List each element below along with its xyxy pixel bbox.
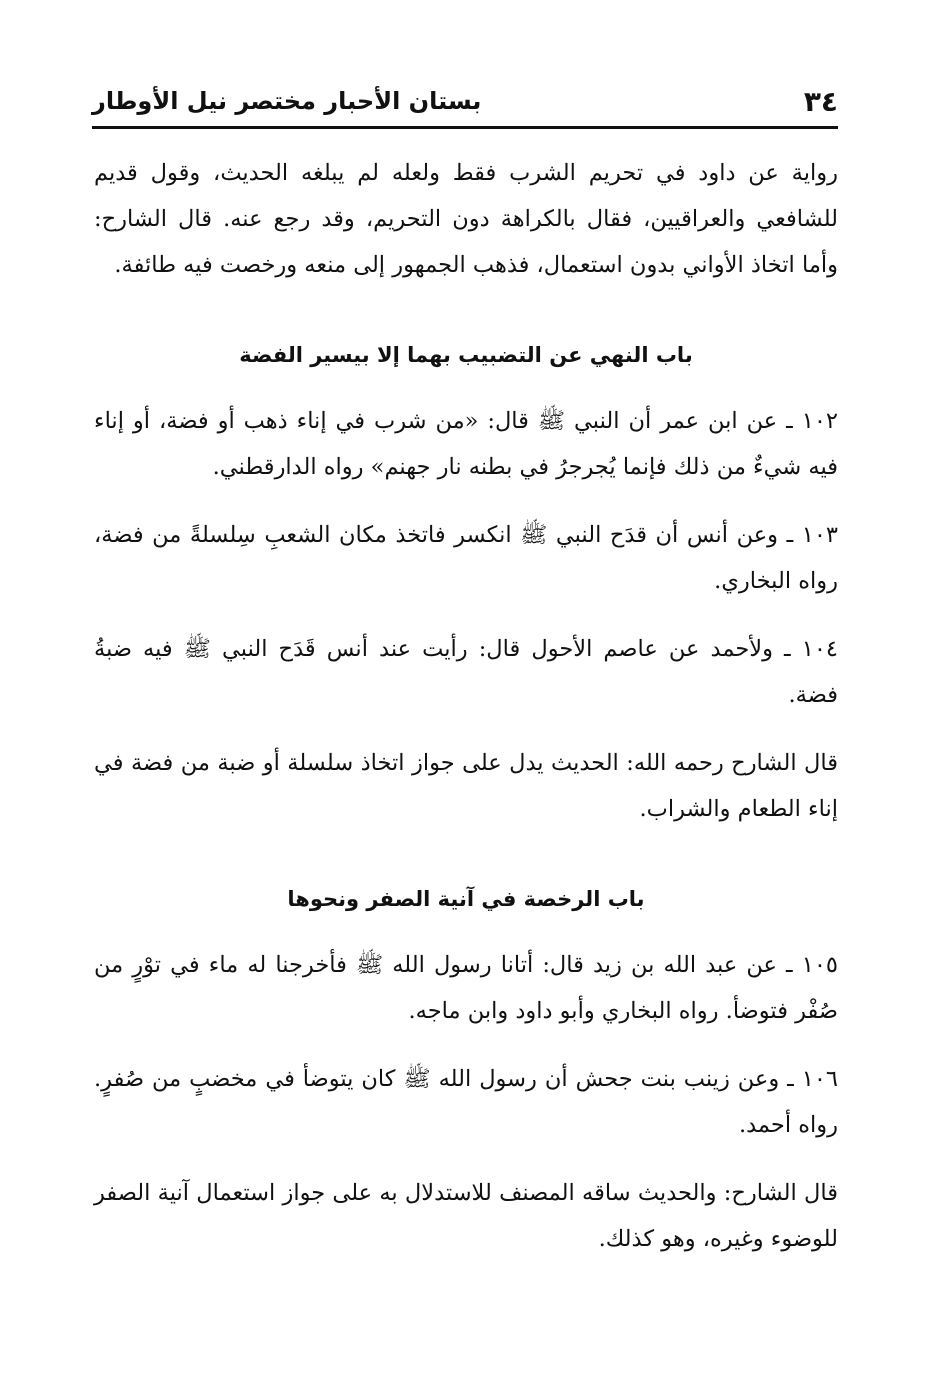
page-body	[94, 150, 838, 1262]
spacer	[94, 718, 838, 740]
section-title-sufr: باب الرخصة في آنية الصفر ونحوها	[287, 887, 645, 911]
spacer	[94, 288, 838, 332]
intro-paragraph: رواية عن داود في تحريم الشرب فقط ولعله لم يبلغه الحديث، وقول قديم للشافعي والعراقيين، فقال بالكراهة دون التحريم، وقد رجع عنه. قال الشارح: وأما اتخاذ الأواني بدون استعمال، فذهب الجمهور إلى منعه ورخصت فيه طائفة.	[94, 160, 838, 278]
header-rule	[92, 126, 838, 129]
spacer	[94, 604, 838, 626]
hadith-102: ١٠٢ ـ عن ابن عمر أن النبي ﷺ قال: «من شرب في إناء ذهب أو فضة، أو إناء فيه شيءٌ من ذلك فإنما يُجرجرُ في بطنه نار جهنم» رواه الدارقطني.	[94, 408, 838, 480]
running-title: بستان الأحبار مختصر نيل الأوطار	[92, 87, 482, 115]
hadith-106: ١٠٦ ـ وعن زينب بنت جحش أن رسول الله ﷺ كان يتوضأ في مخضبٍ من صُفرٍ. رواه أحمد.	[94, 1066, 838, 1138]
spacer	[94, 1034, 838, 1056]
hadith-104: ١٠٤ ـ ولأحمد عن عاصم الأحول قال: رأيت عند أنس قَدَح النبي ﷺ فيه ضبةُ فضة.	[94, 636, 838, 708]
commentary-2: قال الشارح: والحديث ساقه المصنف للاستدلال به على جواز استعمال آنية الصفر للوضوء وغيره، وهو كذلك.	[94, 1180, 838, 1252]
hadith-103: ١٠٣ ـ وعن أنس أن قدَح النبي ﷺ انكسر فاتخذ مكان الشعبِ سِلسلةً من فضة، رواه البخاري.	[94, 522, 838, 594]
section-title-tadbib: باب النهي عن التضبيب بهما إلا بيسير الفضة	[239, 343, 693, 367]
spacer	[94, 490, 838, 512]
commentary-1: قال الشارح رحمه الله: الحديث يدل على جواز اتخاذ سلسلة أو ضبة من فضة في إناء الطعام والشراب.	[94, 750, 838, 822]
page-header	[92, 80, 838, 122]
spacer	[94, 1148, 838, 1170]
spacer	[94, 832, 838, 876]
spacer	[94, 378, 838, 398]
hadith-105: ١٠٥ ـ عن عبد الله بن زيد قال: أتانا رسول الله ﷺ فأخرجنا له ماء في توْرٍ من صُفْر فتوضأ. رواه البخاري وأبو داود وابن ماجه.	[94, 952, 838, 1024]
spacer	[94, 922, 838, 942]
page-number: ٣٤	[803, 84, 838, 118]
